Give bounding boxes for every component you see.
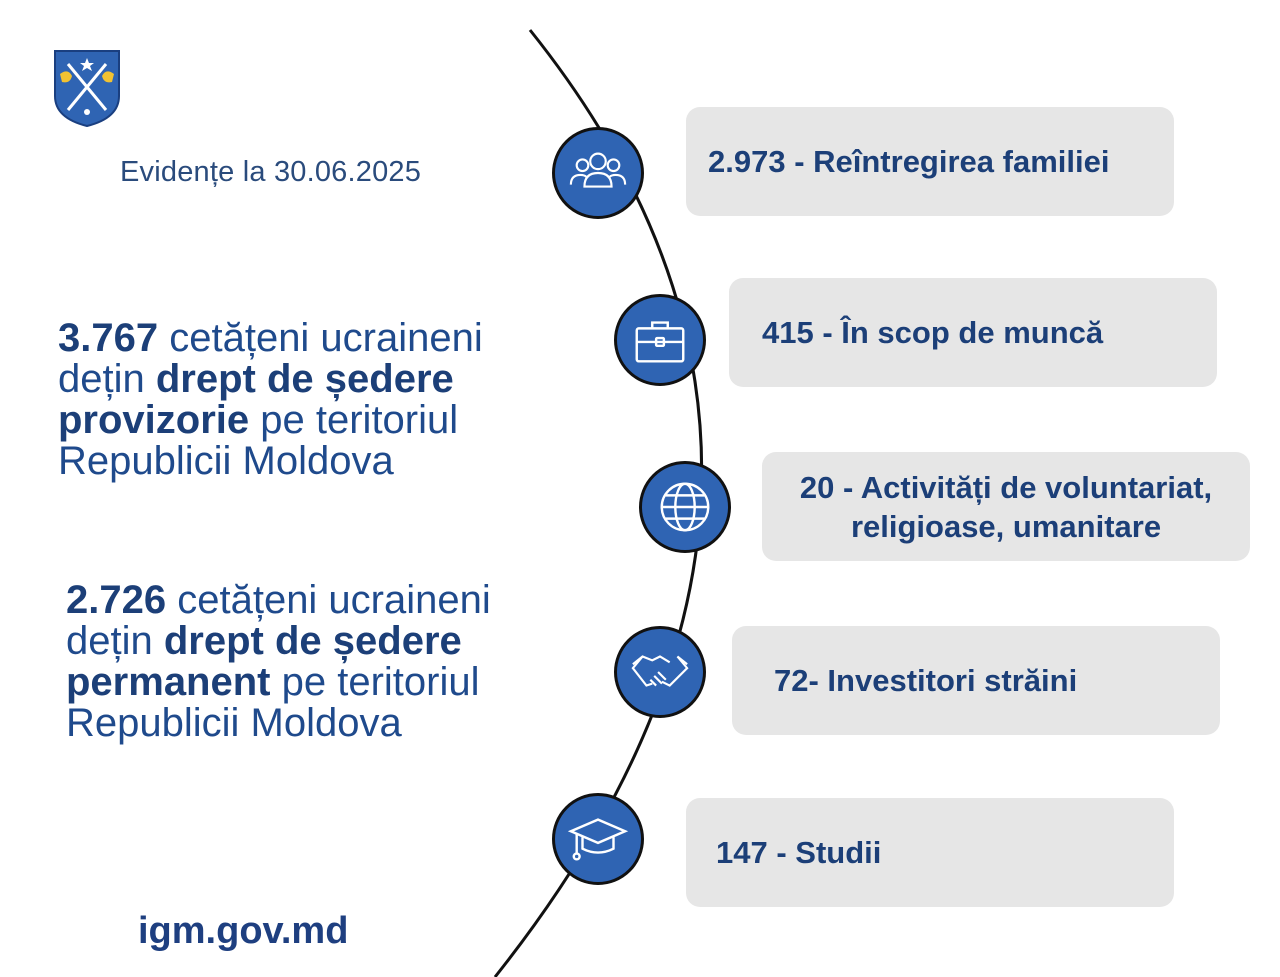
stat-text-end: pe teritoriul Republicii Moldova: [58, 398, 459, 483]
category-card-family: [686, 107, 1174, 216]
category-label: 2.973 - Reîntregirea familiei: [708, 143, 1110, 179]
category-label-line1: 20 - Activități de voluntariat,: [799, 469, 1213, 505]
graduation-circle: [552, 793, 644, 885]
category-label-line2: religioase, umanitare: [850, 508, 1162, 544]
stat-number: 3.767: [58, 316, 159, 360]
graduation-cap-icon: [567, 808, 629, 870]
stat-number: 2.726: [66, 578, 167, 622]
category-card-studies: [686, 798, 1174, 907]
globe-circle: [639, 461, 731, 553]
category-label: 147 - Studii: [716, 834, 882, 870]
category-card-volunteering: [762, 452, 1250, 561]
briefcase-circle: [614, 294, 706, 386]
stat-text: cetățeni ucraineni dețin: [66, 578, 491, 663]
handshake-icon: [629, 641, 691, 703]
stat-text: cetățeni ucraineni dețin: [58, 316, 483, 401]
website-link[interactable]: igm.gov.md: [138, 910, 349, 952]
coat-of-arms-icon: [52, 48, 122, 128]
permanent-residence-stat: [66, 580, 586, 744]
category-card-work: [729, 278, 1217, 387]
category-label: 72- Investitori străini: [774, 662, 1078, 698]
family-icon: [567, 142, 629, 204]
stat-text-end: pe teritoriul Republicii Moldova: [66, 660, 480, 745]
handshake-circle: [614, 626, 706, 718]
globe-icon: [654, 476, 716, 538]
family-circle: [552, 127, 644, 219]
category-label: 415 - În scop de muncă: [762, 314, 1104, 350]
category-card-investors: [732, 626, 1220, 735]
coat-of-arms-logo: [52, 48, 122, 128]
stat-emphasis: drept de ședere permanent: [66, 619, 462, 704]
date-label: Evidențe la 30.06.2025: [120, 156, 422, 188]
briefcase-icon: [629, 309, 691, 371]
stat-emphasis: drept de ședere provizorie: [58, 357, 454, 442]
temporary-residence-stat: [58, 318, 558, 482]
